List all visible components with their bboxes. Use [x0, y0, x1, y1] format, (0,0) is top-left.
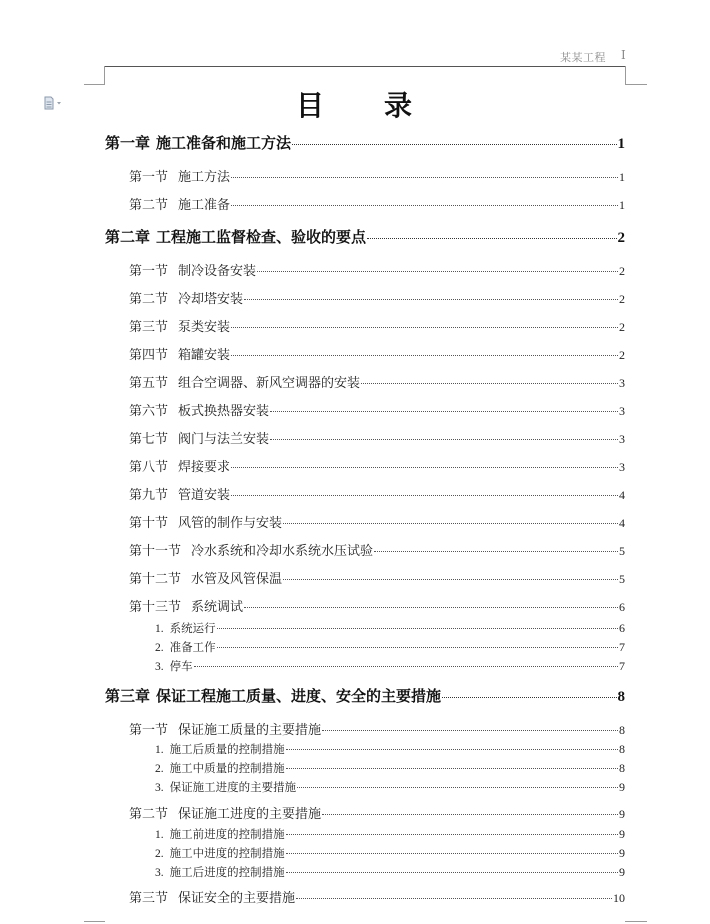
- leader-dots: [361, 383, 618, 384]
- chapter-number: 第三章: [105, 687, 151, 705]
- page-number: 9: [619, 827, 625, 841]
- leader-dots: [231, 355, 618, 356]
- page-number: 3: [619, 432, 625, 446]
- page-number: 7: [619, 659, 625, 673]
- leader-dots: [297, 787, 618, 788]
- leader-dots: [283, 579, 618, 580]
- item-title: 系统运行: [169, 621, 216, 635]
- section-number: 第十节: [129, 516, 169, 531]
- page-number: 2: [619, 320, 625, 334]
- crop-mark: [625, 66, 626, 85]
- section-number: 第七节: [129, 432, 169, 447]
- section-title: 泵类安装: [178, 320, 231, 335]
- page-number: 10: [613, 891, 625, 905]
- page-number: 3: [619, 460, 625, 474]
- leader-dots: [217, 647, 618, 648]
- toc-item[interactable]: [155, 845, 625, 861]
- section-title: 焊接要求: [178, 460, 231, 475]
- page-number: 4: [619, 488, 625, 502]
- section-title: 板式换热器安装: [178, 404, 270, 419]
- leader-dots: [194, 666, 618, 667]
- leader-dots: [374, 551, 618, 552]
- section-title: 制冷设备安装: [178, 264, 257, 279]
- toc-item[interactable]: [155, 658, 625, 674]
- leader-dots: [270, 411, 618, 412]
- header-page-mark: I: [621, 48, 626, 62]
- item-title: 施工后进度的控制措施: [169, 865, 285, 879]
- section-number: 第三节: [129, 891, 169, 906]
- page-number: 2: [619, 292, 625, 306]
- page-title: [0, 84, 710, 124]
- leader-dots: [231, 205, 618, 206]
- page-number: 6: [619, 600, 625, 614]
- toc-section[interactable]: [129, 400, 625, 419]
- toc-section[interactable]: [129, 194, 625, 213]
- toc-item[interactable]: [155, 779, 625, 795]
- leader-dots: [283, 523, 618, 524]
- item-number: 3.: [155, 782, 164, 794]
- section-title: 施工方法: [178, 170, 231, 185]
- chapter-title: 工程施工监督检查、验收的要点: [156, 228, 367, 246]
- toc-item[interactable]: [155, 741, 625, 757]
- section-number: 第九节: [129, 488, 169, 503]
- page-number: 9: [619, 846, 625, 860]
- chapter-number: 第二章: [105, 228, 151, 246]
- chapter-title: 施工准备和施工方法: [156, 134, 292, 152]
- leader-dots: [322, 814, 618, 815]
- leader-dots: [257, 271, 618, 272]
- crop-mark: [84, 921, 105, 922]
- item-title: 保证施工进度的主要措施: [169, 780, 297, 794]
- toc-item[interactable]: [155, 620, 625, 636]
- leader-dots: [296, 898, 612, 899]
- toc-item[interactable]: [155, 760, 625, 776]
- toc-section[interactable]: [129, 596, 625, 615]
- toc-section[interactable]: [129, 512, 625, 531]
- section-number: 第二节: [129, 807, 169, 822]
- page-number: 3: [619, 376, 625, 390]
- item-title: 施工后质量的控制措施: [169, 742, 285, 756]
- section-number: 第八节: [129, 460, 169, 475]
- section-title: 箱罐安装: [178, 348, 231, 363]
- item-title: 停车: [169, 659, 193, 673]
- section-number: 第十三节: [129, 600, 182, 615]
- toc-section[interactable]: [129, 568, 625, 587]
- crop-mark: [625, 921, 647, 922]
- page-number: 2: [619, 264, 625, 278]
- leader-dots: [286, 834, 618, 835]
- leader-dots: [244, 607, 618, 608]
- toc-item[interactable]: [155, 826, 625, 842]
- toc-section[interactable]: [129, 719, 625, 738]
- title-char: 目: [295, 89, 326, 122]
- toc-section[interactable]: [129, 288, 625, 307]
- page-number: 2: [617, 230, 625, 246]
- leader-dots: [286, 872, 618, 873]
- section-title: 系统调试: [191, 600, 244, 615]
- page-number: 9: [619, 865, 625, 879]
- page-number: 9: [619, 807, 625, 821]
- page-number: 8: [617, 689, 625, 705]
- item-number: 3.: [155, 867, 164, 879]
- toc-item[interactable]: [155, 639, 625, 655]
- item-number: 1.: [155, 744, 164, 756]
- leader-dots: [442, 697, 616, 698]
- toc-section[interactable]: [129, 166, 625, 185]
- leader-dots: [286, 749, 618, 750]
- leader-dots: [244, 299, 618, 300]
- toc-section[interactable]: [129, 540, 625, 559]
- leader-dots: [217, 628, 618, 629]
- chapter-number: 第一章: [105, 134, 151, 152]
- page-number: 3: [619, 404, 625, 418]
- toc-chapter[interactable]: [105, 226, 625, 247]
- section-title: 水管及风管保温: [191, 572, 283, 587]
- item-title: 施工中进度的控制措施: [169, 846, 285, 860]
- toc-chapter[interactable]: [105, 685, 625, 706]
- leader-dots: [231, 467, 618, 468]
- leader-dots: [322, 730, 618, 731]
- item-number: 2.: [155, 763, 164, 775]
- section-title: 冷水系统和冷却水系统水压试验: [191, 544, 374, 559]
- section-number: 第十一节: [129, 544, 182, 559]
- page-number: 8: [619, 723, 625, 737]
- section-title: 风管的制作与安装: [178, 516, 283, 531]
- leader-dots: [367, 238, 616, 239]
- leader-dots: [231, 495, 618, 496]
- leader-dots: [286, 853, 618, 854]
- chapter-title: 保证工程施工质量、进度、安全的主要措施: [156, 687, 442, 705]
- page-number: 1: [619, 198, 625, 212]
- leader-dots: [270, 439, 618, 440]
- section-title: 保证施工质量的主要措施: [178, 723, 322, 738]
- section-title: 组合空调器、新风空调器的安装: [178, 376, 361, 391]
- item-number: 3.: [155, 661, 164, 673]
- toc-section[interactable]: [129, 372, 625, 391]
- section-number: 第一节: [129, 170, 169, 185]
- toc-section[interactable]: [129, 428, 625, 447]
- toc-section[interactable]: [129, 260, 625, 279]
- toc-section[interactable]: [129, 344, 625, 363]
- leader-dots: [231, 327, 618, 328]
- section-title: 冷却塔安装: [178, 292, 244, 307]
- section-title: 管道安装: [178, 488, 231, 503]
- page-number: 1: [619, 170, 625, 184]
- section-title: 施工准备: [178, 198, 231, 213]
- item-title: 准备工作: [169, 640, 216, 654]
- toc-chapter[interactable]: [105, 132, 625, 153]
- section-number: 第二节: [129, 292, 169, 307]
- toc-section[interactable]: [129, 887, 625, 906]
- crop-mark: [104, 66, 105, 85]
- item-title: 施工前进度的控制措施: [169, 827, 285, 841]
- section-number: 第六节: [129, 404, 169, 419]
- title-char: 录: [384, 89, 415, 122]
- header-rule: [104, 66, 625, 67]
- section-title: 保证安全的主要措施: [178, 891, 296, 906]
- item-number: 2.: [155, 642, 164, 654]
- section-number: 第五节: [129, 376, 169, 391]
- page-number: 8: [619, 742, 625, 756]
- section-number: 第四节: [129, 348, 169, 363]
- toc-item[interactable]: [155, 864, 625, 880]
- leader-dots: [286, 768, 618, 769]
- section-number: 第三节: [129, 320, 169, 335]
- item-number: 2.: [155, 848, 164, 860]
- page-number: 6: [619, 621, 625, 635]
- page-number: 8: [619, 761, 625, 775]
- section-title: 保证施工进度的主要措施: [178, 807, 322, 822]
- header-text: 某某工程: [560, 51, 606, 64]
- section-number: 第十二节: [129, 572, 182, 587]
- leader-dots: [292, 144, 616, 145]
- page-number: 9: [619, 780, 625, 794]
- toc-section[interactable]: [129, 316, 625, 335]
- page-number: 5: [619, 544, 625, 558]
- page-number: 2: [619, 348, 625, 362]
- leader-dots: [231, 177, 618, 178]
- page-number: 5: [619, 572, 625, 586]
- section-number: 第一节: [129, 723, 169, 738]
- page-number: 7: [619, 640, 625, 654]
- toc-section[interactable]: [129, 456, 625, 475]
- item-title: 施工中质量的控制措施: [169, 761, 285, 775]
- item-number: 1.: [155, 829, 164, 841]
- toc-section[interactable]: [129, 803, 625, 822]
- page-number: 1: [617, 136, 625, 152]
- section-title: 阀门与法兰安装: [178, 432, 270, 447]
- toc-section[interactable]: [129, 484, 625, 503]
- page-number: 4: [619, 516, 625, 530]
- section-number: 第二节: [129, 198, 169, 213]
- item-number: 1.: [155, 623, 164, 635]
- section-number: 第一节: [129, 264, 169, 279]
